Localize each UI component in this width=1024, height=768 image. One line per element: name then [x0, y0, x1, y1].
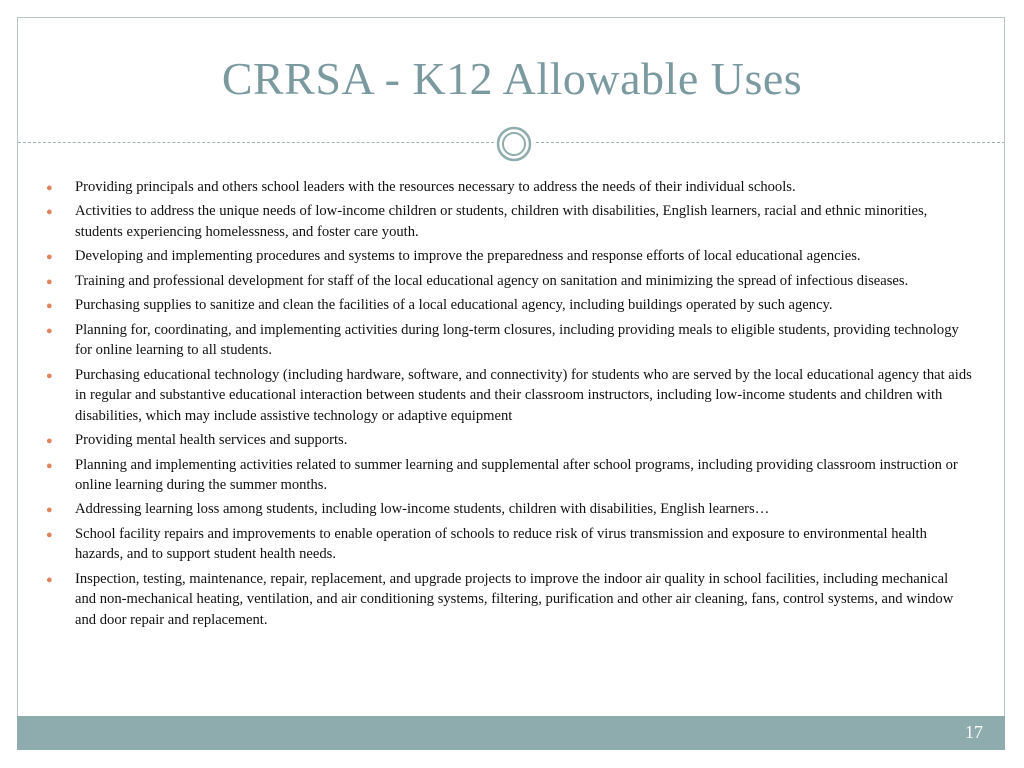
list-item-text: Providing mental health services and supports.: [75, 432, 348, 449]
bullet-icon: ●: [46, 573, 53, 586]
list-item-text: Providing principals and others school leaders with the resources necessary to address the needs of their individual schools.: [75, 179, 796, 195]
list-item: [42, 499, 972, 520]
list-item: [42, 295, 972, 316]
bullet-icon: ●: [46, 300, 53, 313]
list-item-text: Inspection, testing, maintenance, repair, replacement, and upgrade projects to improve the indoor air quality in school facilities, including mechanical and non-mechanical heating, ventilation, and air conditioning systems, filtering, purification and other air cleaning, fans, control systems, and window and door repair and replacement.: [75, 570, 954, 629]
title-divider-left: [18, 142, 494, 143]
list-item: [42, 246, 972, 267]
bullet-icon: ●: [46, 275, 53, 288]
circle-ornament-icon: [496, 126, 532, 162]
list-item-text: Activities to address the unique needs of low-income children or students, children with disabilities, English learners, racial and ethnic minorities, students experiencing homelessness, and foster care youth.: [75, 203, 928, 240]
list-item-text: Addressing learning loss among students, including low-income students, children with disabilities, English learners…: [75, 501, 770, 518]
list-item-text: Planning and implementing activities related to summer learning and supplemental after school programs, including providing classroom instruction or online learning during the summer months.: [75, 456, 958, 494]
list-item: [42, 569, 972, 631]
list-item-text: Developing and implementing procedures and systems to improve the preparedness and response efforts of local educational agencies.: [75, 248, 861, 265]
list-item: [42, 430, 972, 451]
list-item-text: Training and professional development for staff of the local educational agency on sanitation and minimizing the spread of infectious diseases.: [75, 272, 909, 289]
list-item: [42, 455, 972, 496]
list-item: [42, 320, 972, 361]
bullet-icon: ●: [46, 206, 53, 219]
list-item-text: Planning for, coordinating, and implementing activities during long-term closures, including providing meals to eligible students, providing technology for online learning to all students.: [75, 321, 959, 359]
bullet-icon: ●: [46, 435, 53, 448]
bullet-icon: ●: [46, 528, 53, 541]
list-item-text: Purchasing educational technology (including hardware, software, and connectivity) for students who are served by the local educational agency that aids in regular and substantive educational interaction between students and their classroom instructors, including low-income students and children with disabilities, which may include assistive technology or adaptive equipment: [75, 366, 972, 424]
list-item: [42, 365, 972, 427]
bullet-icon: ●: [46, 324, 53, 337]
bullet-icon: ●: [46, 504, 53, 517]
list-item: [42, 177, 972, 198]
title-divider-right: [536, 142, 1005, 143]
bullet-icon: ●: [46, 369, 53, 382]
footer-bar: [17, 716, 1005, 750]
slide-title: CRRSA - K12 Allowable Uses: [221, 53, 803, 104]
list-item-text: School facility repairs and improvements to enable operation of schools to reduce risk of virus transmission and exposure to environmental health hazards, and to support student health needs.: [75, 525, 927, 563]
list-item: [42, 271, 972, 292]
bullet-icon: ●: [46, 251, 53, 264]
list-item: [42, 201, 972, 242]
list-item-text: Purchasing supplies to sanitize and clean the facilities of a local educational agency, including buildings operated by such agency.: [75, 297, 833, 314]
page-number: 17: [965, 722, 983, 742]
list-item: [42, 524, 972, 565]
bullet-icon: ●: [46, 459, 53, 472]
bullet-list: [42, 177, 972, 634]
bullet-icon: ●: [46, 182, 53, 194]
